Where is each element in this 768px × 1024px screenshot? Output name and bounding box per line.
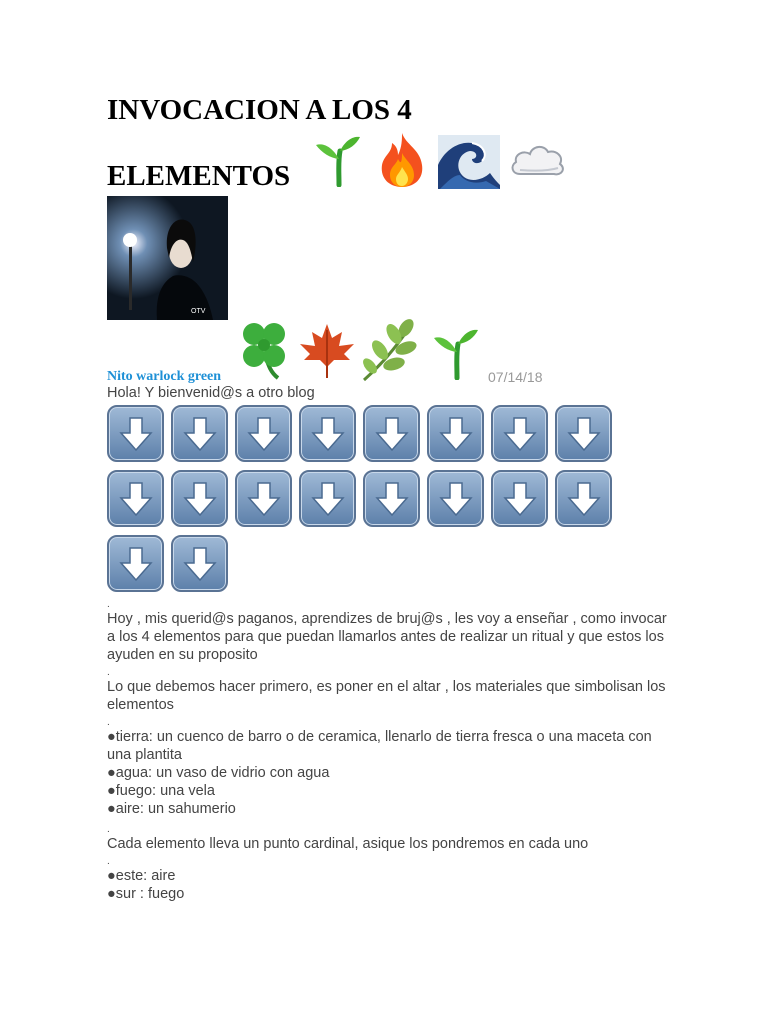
four-leaf-clover-icon bbox=[234, 320, 294, 380]
down-arrow-button[interactable] bbox=[363, 470, 420, 527]
separator-dot: . bbox=[107, 856, 110, 867]
down-arrow-icon bbox=[439, 481, 473, 517]
post-date: 07/14/18 bbox=[488, 369, 543, 385]
down-arrow-button[interactable] bbox=[299, 405, 356, 462]
separator-dot: . bbox=[107, 824, 110, 835]
page-title-line-1: INVOCACION A LOS 4 bbox=[107, 94, 412, 126]
cardinal-intro: Cada elemento lleva un punto cardinal, asique los pondremos en cada uno bbox=[107, 836, 589, 852]
down-arrow-button[interactable] bbox=[427, 405, 484, 462]
maple-leaf-icon bbox=[298, 322, 356, 380]
material-item: ●tierra: un cuenco de barro o de ceramica, llenarlo de tierra fresca o una maceta con una plantita bbox=[107, 729, 652, 763]
down-arrow-icon bbox=[503, 481, 537, 517]
material-item: ●aire: un sahumerio bbox=[107, 801, 236, 817]
down-arrow-icon bbox=[503, 416, 537, 452]
down-arrow-icon bbox=[311, 416, 345, 452]
post-body bbox=[107, 600, 667, 903]
material-item: ●agua: un vaso de vidrio con agua bbox=[107, 765, 330, 781]
author-link[interactable]: Nito warlock green bbox=[107, 369, 222, 384]
down-arrow-icon bbox=[567, 481, 601, 517]
down-arrow-button[interactable] bbox=[107, 470, 164, 527]
down-arrow-button[interactable] bbox=[235, 470, 292, 527]
cloud-icon bbox=[508, 140, 566, 180]
page-title-line-2: ELEMENTOS bbox=[107, 160, 291, 192]
down-arrow-icon bbox=[119, 416, 153, 452]
cardinal-item: ●este: aire bbox=[107, 868, 176, 884]
down-arrow-button[interactable] bbox=[107, 405, 164, 462]
post-image bbox=[107, 196, 228, 320]
separator-dot: . bbox=[107, 717, 110, 728]
down-arrow-button[interactable] bbox=[555, 405, 612, 462]
material-item: ●fuego: una vela bbox=[107, 783, 215, 799]
down-arrow-icon bbox=[183, 481, 217, 517]
seedling-icon bbox=[314, 133, 362, 187]
svg-text:OTV: OTV bbox=[191, 308, 206, 315]
down-arrow-button[interactable] bbox=[363, 405, 420, 462]
wave-icon bbox=[438, 135, 500, 189]
intro-paragraph: Hoy , mis querid@s paganos, aprendizes de bruj@s , les voy a enseñar , como invocar a los 4 elementos para que puedan llamarlos antes de realizar un ritual y que estos los ayuden en su proposito bbox=[107, 611, 667, 663]
down-arrow-button[interactable] bbox=[299, 470, 356, 527]
down-arrow-icon bbox=[183, 416, 217, 452]
down-arrow-button[interactable] bbox=[555, 470, 612, 527]
down-arrow-button[interactable] bbox=[235, 405, 292, 462]
down-arrow-icon bbox=[311, 481, 345, 517]
herb-icon bbox=[360, 318, 418, 382]
greeting-text: Hola! Y bienvenid@s a otro blog bbox=[107, 385, 315, 401]
arrow-grid bbox=[107, 405, 627, 592]
down-arrow-icon bbox=[375, 481, 409, 517]
down-arrow-button[interactable] bbox=[491, 405, 548, 462]
fire-icon bbox=[376, 131, 428, 189]
seedling-icon bbox=[432, 326, 480, 380]
down-arrow-button[interactable] bbox=[171, 405, 228, 462]
separator-dot: . bbox=[107, 599, 110, 610]
down-arrow-icon bbox=[119, 546, 153, 582]
down-arrow-icon bbox=[567, 416, 601, 452]
down-arrow-icon bbox=[183, 546, 217, 582]
down-arrow-icon bbox=[247, 481, 281, 517]
cardinal-item: ●sur : fuego bbox=[107, 886, 185, 902]
materials-intro: Lo que debemos hacer primero, es poner en el altar , los materiales que simbolisan los elementos bbox=[107, 679, 666, 713]
separator-dot: . bbox=[107, 667, 110, 678]
down-arrow-button[interactable] bbox=[427, 470, 484, 527]
down-arrow-button[interactable] bbox=[491, 470, 548, 527]
down-arrow-icon bbox=[439, 416, 473, 452]
down-arrow-icon bbox=[247, 416, 281, 452]
down-arrow-icon bbox=[375, 416, 409, 452]
down-arrow-button[interactable] bbox=[171, 470, 228, 527]
down-arrow-button[interactable] bbox=[171, 535, 228, 592]
down-arrow-icon bbox=[119, 481, 153, 517]
down-arrow-button[interactable] bbox=[107, 535, 164, 592]
